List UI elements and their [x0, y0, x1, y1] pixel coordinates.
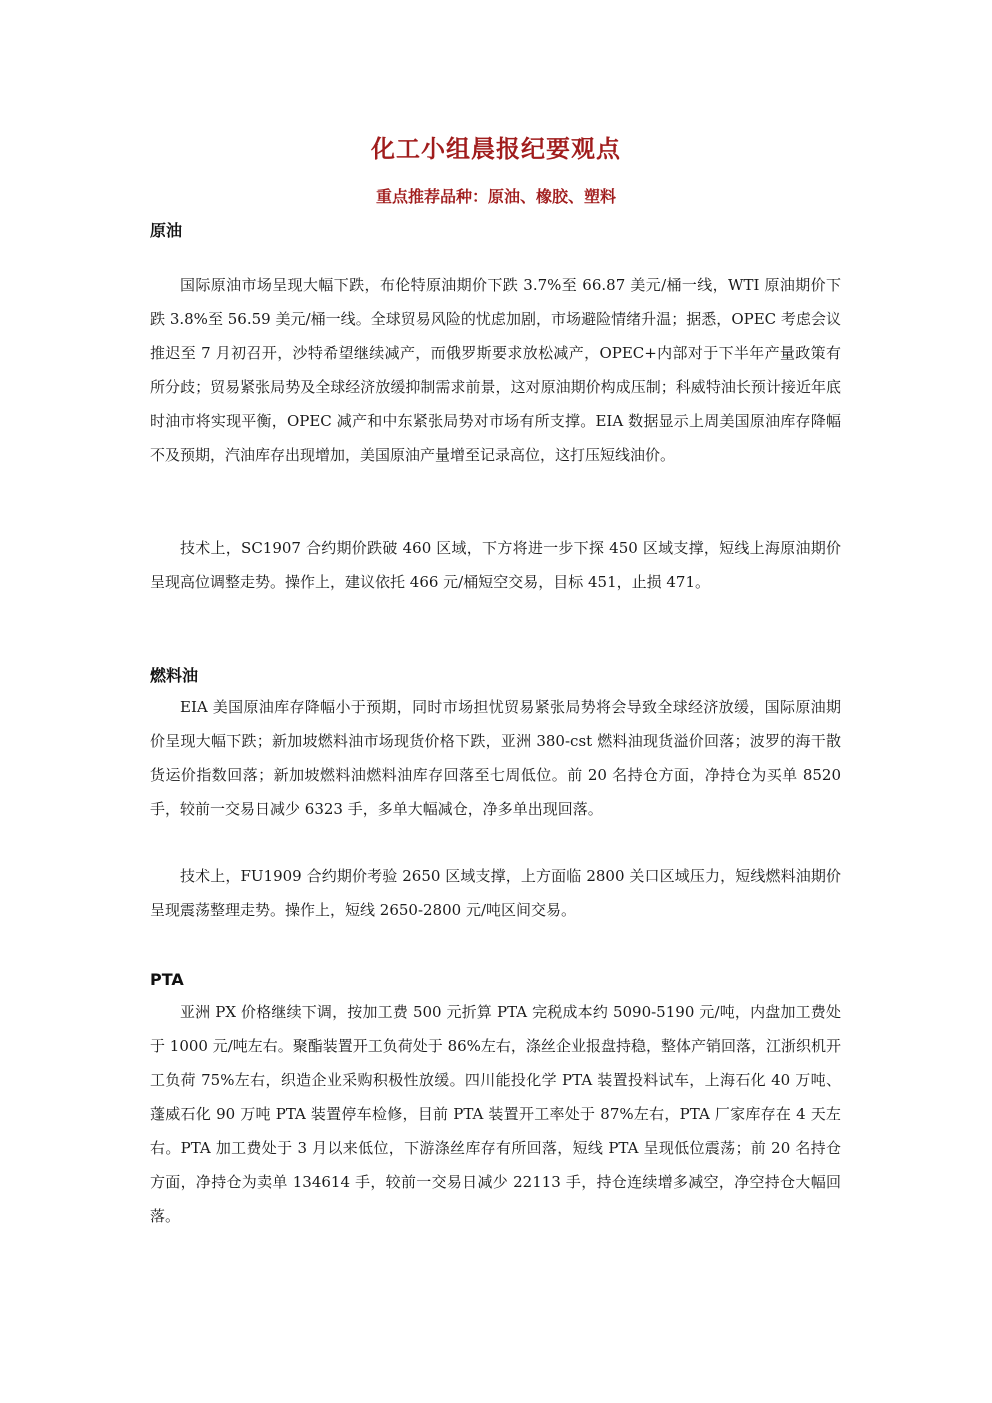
- pta-paragraph-1: 亚洲 PX 价格继续下调，按加工费 500 元折算 PTA 完税成本约 5090-5190 元/吨，内盘加工费处于 1000 元/吨左右。聚酯装置开工负荷处于 86%左右，涤丝企业报盘持稳，整体产销回落，江浙织机开工负荷 75%左右，织造企业采购积极性放缓。四川能投化学 PTA 装置投料试车，上海石化 40 万吨、蓬威石化 90 万吨 PTA 装置停车检修，目前 PTA 装置开工率处于 87%左右，PTA 厂家库存在 4 天左右。PTA 加工费处于 3 月以来低位，下游涤丝库存有所回落，短线 PTA 呈现低位震荡；前 20 名持仓方面，净持仓为卖单 134614 手，较前一交易日减少 22113 手，持仓连续增多减空，净空持仓大幅回落。: [150, 1003, 841, 1225]
- section-heading-fuel-oil: 燃料油: [150, 666, 199, 685]
- crude-oil-paragraph-1: 国际原油市场呈现大幅下跌，布伦特原油期价下跌 3.7%至 66.87 美元/桶一线，WTI 原油期价下跌 3.8%至 56.59 美元/桶一线。全球贸易风险的忧虑加剧，市场避险情绪升温；据悉，OPEC 考虑会议推迟至 7 月初召开，沙特希望继续减产，而俄罗斯要求放松减产，OPEC+内部对于下半年产量政策有所分歧；贸易紧张局势及全球经济放缓抑制需求前景，这对原油期价构成压制；科威特油长预计接近年底时油市将实现平衡，OPEC 减产和中东紧张局势对市场有所支撑。EIA 数据显示上周美国原油库存降幅不及预期，汽油库存出现增加，美国原油产量增至记录高位，这打压短线油价。: [150, 276, 841, 464]
- section-heading-pta: PTA: [150, 970, 184, 989]
- fuel-oil-paragraph-1: EIA 美国原油库存降幅小于预期，同时市场担忧贸易紧张局势将会导致全球经济放缓，国际原油期价呈现大幅下跌；新加坡燃料油市场现货价格下跌，亚洲 380-cst 燃料油现货溢价回落；波罗的海干散货运价指数回落；新加坡燃料油燃料油库存回落至七周低位。前 20 名持仓方面，净持仓为买单 8520 手，较前一交易日减少 6323 手，多单大幅减仓，净多单出现回落。: [150, 698, 841, 818]
- report-title: 化工小组晨报纪要观点: [371, 135, 621, 163]
- crude-oil-paragraph-2: 技术上，SC1907 合约期价跌破 460 区域，下方将进一步下探 450 区域支撑，短线上海原油期价呈现高位调整走势。操作上，建议依托 466 元/桶短空交易，目标 451，止损 471。: [150, 539, 841, 591]
- fuel-oil-paragraph-2: 技术上，FU1909 合约期价考验 2650 区域支撑，上方面临 2800 关口区域压力，短线燃料油期价呈现震荡整理走势。操作上，短线 2650-2800 元/吨区间交易。: [150, 867, 841, 919]
- report-subtitle: 重点推荐品种：原油、橡胶、塑料: [375, 187, 616, 206]
- section-heading-crude-oil: 原油: [150, 221, 183, 240]
